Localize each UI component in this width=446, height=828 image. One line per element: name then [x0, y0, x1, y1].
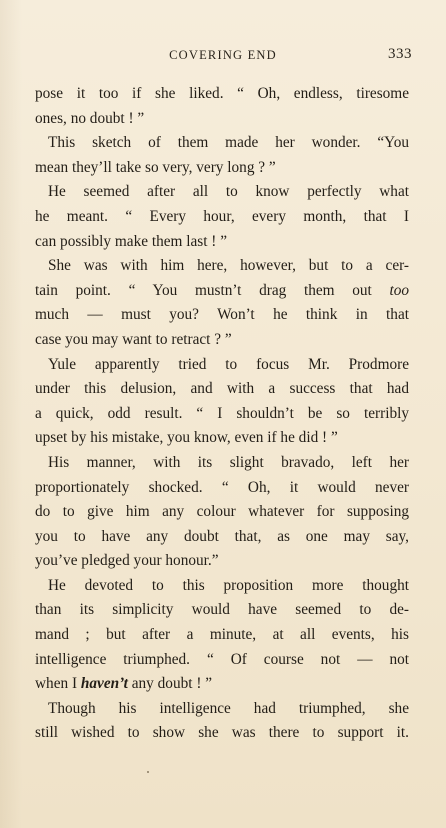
- text-line: under this delusion, and with a success that had: [35, 380, 409, 398]
- text-line: a quick, odd result. “ I shouldn’t be so terribly: [35, 404, 409, 422]
- text-line: case you may want to retract ? ”: [35, 330, 232, 348]
- text-line: still wished to show she was there to support it.: [35, 724, 409, 742]
- text-line: do to give him any colour whatever for supposing: [35, 503, 409, 521]
- text-line: ones, no doubt ! ”: [35, 109, 145, 127]
- text-line: you’ve pledged your honour.”: [35, 552, 219, 570]
- text-line: he meant. “ Every hour, every month, that I: [35, 207, 409, 225]
- text-line: mand ; but after a minute, at all events, his: [35, 626, 409, 644]
- italic-word: haven’t: [80, 675, 128, 693]
- italic-word: too: [389, 281, 409, 299]
- paper-speck: [147, 771, 149, 773]
- running-title: COVERING END: [169, 48, 277, 62]
- text-line: He seemed after all to know perfectly what: [48, 183, 409, 201]
- text-line: proportionately shocked. “ Oh, it would never: [35, 478, 409, 496]
- text-line: pose it too if she liked. “ Oh, endless, tiresome: [35, 85, 409, 102]
- text-line: mean they’ll take so very, very long ? ”: [35, 158, 276, 176]
- text-line: She was with him here, however, but to a cer-: [48, 257, 409, 275]
- text-line: His manner, with its slight bravado, left her: [48, 453, 409, 471]
- text-line: intelligence triumphed. “ Of course not — not: [35, 650, 409, 668]
- page-number: 333: [388, 46, 412, 62]
- body-text: [35, 82, 409, 746]
- text-line: Yule apparently tried to focus Mr. Prodmore: [48, 355, 409, 373]
- text-line: than its simplicity would have seemed to de-: [35, 601, 409, 619]
- text-line: Though his intelligence had triumphed, she: [48, 699, 409, 717]
- text-line: can possibly make them last ! ”: [35, 232, 228, 250]
- text-line: when I haven’t any doubt ! ”: [35, 675, 213, 693]
- text-line: tain point. “ You mustn’t drag them out too: [35, 281, 409, 299]
- running-head: [0, 46, 446, 66]
- text-line: He devoted to this proposition more thought: [48, 576, 409, 594]
- text-line: you to have any doubt that, as one may say,: [35, 527, 409, 545]
- text-line: This sketch of them made her wonder. “You: [48, 134, 409, 152]
- text-line: much — must you? Won’t he think in that: [35, 306, 409, 324]
- text-line: upset by his mistake, you know, even if he did ! ”: [35, 429, 338, 447]
